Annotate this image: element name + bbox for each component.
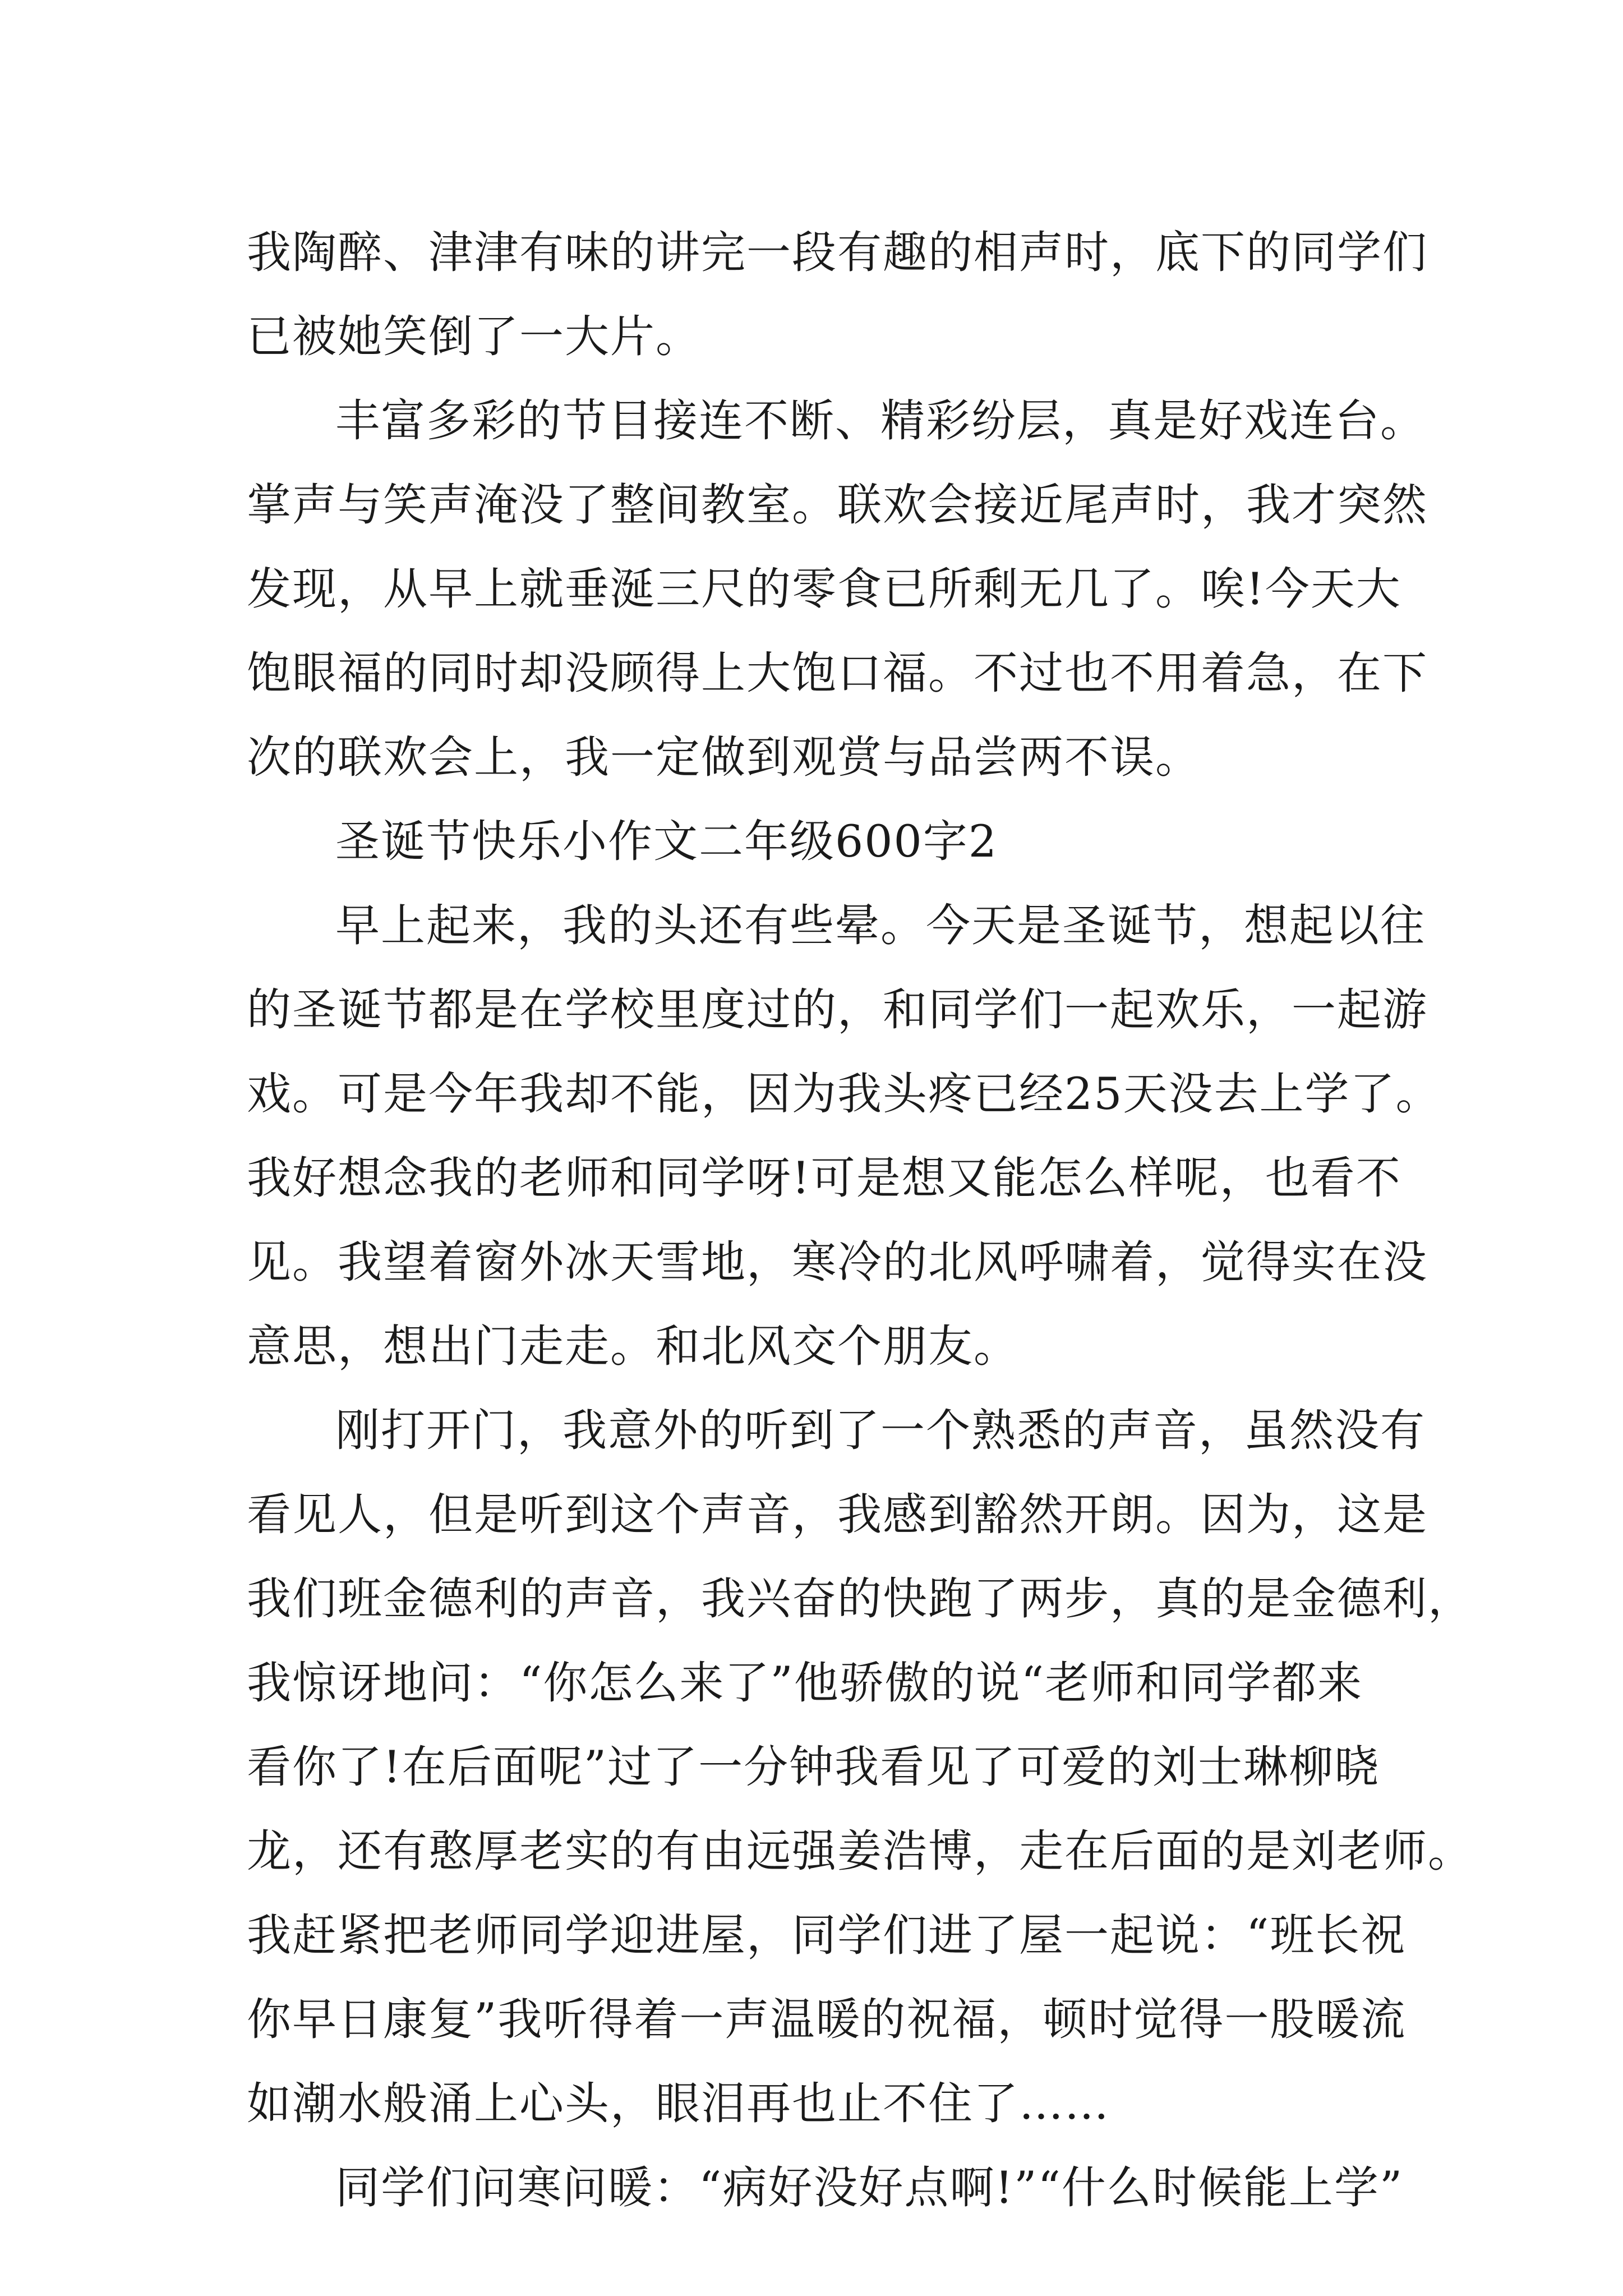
- section-heading: 圣诞节快乐小作文二年级600字2: [335, 816, 998, 867]
- text-line: 看你了!在后面呢”过了一分钟我看见了可爱的刘士琳柳晓: [247, 1741, 1380, 1793]
- text-line: 已被她笑倒了一大片。: [247, 311, 701, 362]
- text-line: 看见人，但是听到这个声音，我感到豁然开朗。因为，这是: [247, 1489, 1428, 1540]
- text-line: 我惊讶地问：“你怎么来了”他骄傲的说“老师和同学都来: [247, 1657, 1363, 1709]
- paragraph-start-line: 刚打开门，我意外的听到了一个熟悉的声音，虽然没有: [335, 1405, 1426, 1456]
- text-line: 戏。可是今年我却不能，因为我头疼已经25天没去上学了。: [247, 1068, 1441, 1120]
- paragraph-start-line: 早上起来，我的头还有些晕。今天是圣诞节，想起以往: [335, 900, 1426, 951]
- text-line: 我赶紧把老师同学迎进屋，同学们进了屋一起说：“班长祝: [247, 1910, 1407, 1961]
- text-line: 掌声与笑声淹没了整间教室。联欢会接近尾声时，我才突然: [247, 479, 1428, 531]
- text-line: 见。我望着窗外冰天雪地，寒冷的北风呼啸着，觉得实在没: [247, 1236, 1428, 1288]
- text-line: 的圣诞节都是在学校里度过的，和同学们一起欢乐，一起游: [247, 984, 1428, 1036]
- text-line: 龙，还有憨厚老实的有由远强姜浩博，走在后面的是刘老师。: [247, 1825, 1473, 1877]
- text-line: 如潮水般涌上心头，眼泪再也止不住了……: [247, 2078, 1110, 2129]
- text-line: 发现，从早上就垂涎三尺的零食已所剩无几了。唉!今天大: [247, 563, 1401, 615]
- text-line: 我好想念我的老师和同学呀!可是想又能怎么样呢，也看不: [247, 1152, 1401, 1204]
- text-line: 饱眼福的同时却没顾得上大饱口福。不过也不用着急，在下: [247, 647, 1428, 699]
- text-line: 我们班金德利的声音，我兴奋的快跑了两步，真的是金德利，: [247, 1573, 1473, 1625]
- article-body: [247, 210, 1473, 2230]
- text-line: 我陶醉、津津有味的讲完一段有趣的相声时，底下的同学们: [247, 227, 1428, 278]
- text-line: 意思，想出门走走。和北风交个朋友。: [247, 1320, 1019, 1372]
- text-line: 次的联欢会上，我一定做到观赏与品尝两不误。: [247, 731, 1201, 783]
- paragraph-start-line: 丰富多彩的节目接连不断、精彩纷层，真是好戏连台。: [335, 395, 1426, 447]
- paragraph-start-line: 同学们问寒问暖：“病好没好点啊!”“什么时候能上学”: [335, 2162, 1404, 2214]
- text-line: 你早日康复”我听得着一声温暖的祝福，顿时觉得一股暖流: [247, 1994, 1407, 2045]
